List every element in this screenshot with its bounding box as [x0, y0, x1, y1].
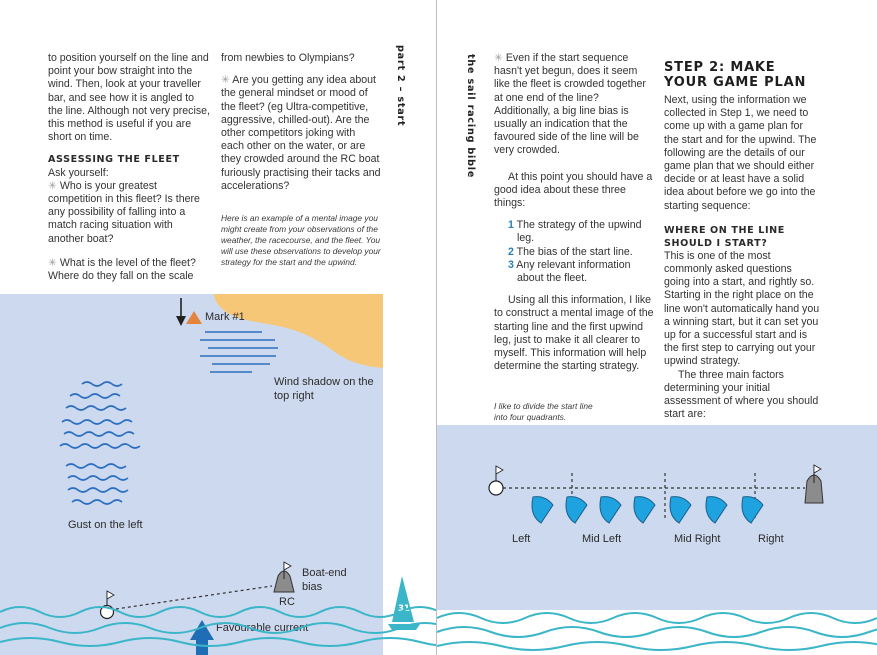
gust-label: Gust on the left [68, 519, 143, 531]
left-bullet1 [48, 180, 210, 246]
list-number: 2 [508, 245, 514, 258]
three-things-list [494, 219, 656, 285]
sparkle-bullet-icon: ✳ [48, 256, 60, 269]
right-col2-text [664, 60, 820, 421]
page-number: 31 [398, 604, 410, 614]
list-item [508, 259, 656, 285]
right-para2: At this point you should have a good idea about these three things: [494, 170, 653, 210]
sparkle-bullet-icon: ✳ [221, 74, 233, 87]
quadrant-label-mid-left: Mid Left [582, 533, 622, 545]
left-col1-para1: to position yourself on the line and point your bow straight into the wind. Then, look at your traveller bar, and see how it is angled to the line. Although not very precise, this method is useful if you are short on time. [48, 52, 210, 144]
left-col1-text [48, 52, 210, 283]
list-number: 1 [508, 219, 514, 232]
list-number: 3 [508, 258, 514, 271]
boat-end-bias-label: Boat-end bias [302, 567, 347, 593]
right-bullet1 [494, 52, 656, 158]
quadrant-label-left: Left [512, 533, 531, 545]
start-line-quadrants-diagram [437, 425, 877, 610]
right-col2-para3: The three main factors determining your initial assessment of where you should start are: [664, 368, 819, 421]
list-item [508, 246, 656, 259]
favourable-current-label: Favourable current [216, 622, 309, 634]
sparkle-bullet-icon: ✳ [494, 52, 506, 64]
right-para3: Using all this information, I like to construct a mental image of the starting line and the first upwind leg, just to make it all clearer to myself. This information will help determine the starting strategy. [494, 294, 654, 373]
mark-1-label: Mark #1 [205, 311, 245, 323]
right-col2-para1: Next, using the information we collected in Step 1, we need to come up with a game plan for the start and for the upwind. The following are the details of our game plan that we should either decide or at least have a solid idea about before we go into the starting sequence: [664, 94, 817, 212]
left-col2-para1: from newbies to Olympians? [221, 52, 355, 64]
wind-shadow-label: Wind shadow on the top right [274, 376, 374, 402]
right-running-head: the sail racing bible [465, 54, 476, 179]
step-2-heading: STEP 2: MAKE YOUR GAME PLAN [664, 60, 807, 90]
left-bullet2-text: What is the level of the fleet? Where do they fall on the scale [48, 256, 196, 283]
list-text: Any relevant information about the fleet. [516, 258, 631, 285]
left-col2-bullet1 [221, 74, 381, 193]
left-col2-text [221, 52, 381, 268]
left-bullet1-text: Who is your greatest competition in this fleet? Is there any possibility of falling into a match racing situation with another boat? [48, 179, 200, 245]
decorative-waves-right [437, 608, 877, 655]
quadrant-label-right: Right [758, 533, 784, 545]
right-diagram-caption: I like to divide the start line into four quadrants. [494, 401, 593, 423]
assessing-fleet-heading: ASSESSING THE FLEET [48, 154, 180, 166]
where-to-start-subheading: WHERE ON THE LINE SHOULD I START? [664, 224, 785, 249]
decorative-waves-left [0, 600, 436, 655]
right-col2-para2: This is one of the most commonly asked questions going into a start, and rightly so. Starting in the right place on the line won't automatically hand you a winning start, but it can set you up for a successful start and is the first step to carrying out your upwind strategy. [664, 249, 820, 368]
left-col2-bullet1-text: Are you getting any idea about the general mindset or mood of the fleet? (eg Ultra-competitive, aggressive, chilled-out). Are the other competitors joking with each other on the water, or are they crowded around the RC boat furiously practising their tacks and accelerations? [221, 74, 381, 192]
right-col1-text [494, 52, 656, 423]
list-text: The strategy of the upwind leg. [516, 219, 642, 245]
list-text: The bias of the start line. [516, 245, 633, 258]
left-bullet2 [48, 257, 210, 283]
rc-label: RC [279, 596, 295, 608]
sparkle-bullet-icon: ✳ [48, 179, 60, 192]
quadrant-label-mid-right: Mid Right [674, 533, 721, 545]
left-running-head: part 2 – start [395, 45, 406, 127]
water-background [437, 425, 877, 610]
right-bullet1-text: Even if the start sequence hasn't yet begun, does it seem like the fleet is crowded together at one end of the line? Additionally, a big line bias is usually an indication that the favoured side of the line will be very crowded. [494, 52, 646, 157]
left-diagram-caption: Here is an example of a mental image you might create from your observations of the weather, the racecourse, and the fleet. You will use these observations to develop your strategy for the start and the upwind. [221, 213, 381, 268]
list-item [508, 219, 656, 245]
ask-yourself: Ask yourself: [48, 166, 109, 179]
